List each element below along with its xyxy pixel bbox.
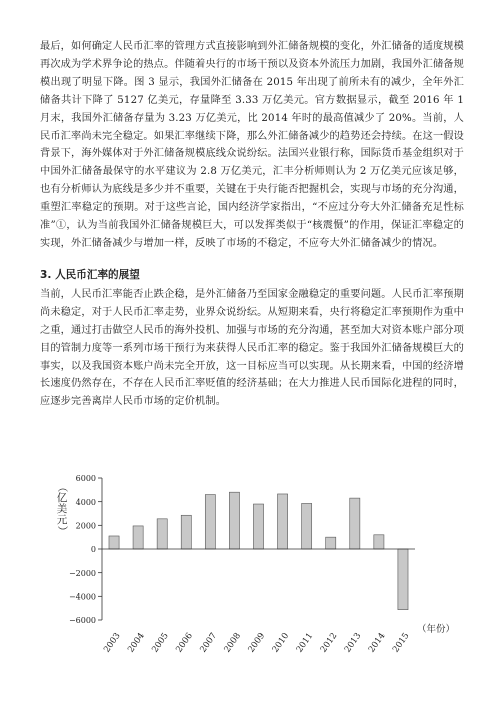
- y-axis-title-char: （: [56, 481, 68, 493]
- y-axis-title-char: 亿: [56, 492, 68, 504]
- y-axis-title-char: 美: [56, 503, 68, 515]
- bar-2012: [326, 537, 336, 549]
- y-axis-title-char: ）: [56, 525, 68, 537]
- bars-group: [109, 492, 408, 609]
- x-tick-label: 2007: [198, 631, 220, 655]
- bar-2015: [398, 549, 408, 610]
- x-tick-label: 2003: [102, 631, 123, 655]
- y-axis-title-char: 元: [56, 514, 68, 526]
- section-heading: 3. 人民币汇率的展望: [40, 268, 140, 281]
- section-paragraph: 当前，人民币汇率能否止跌企稳，是外汇储备乃至国家金融稳定的重要问题。人民币汇率预期尚未稳定，对于人民币汇率走势，业界众说纷纭。从短期来看，央行将稳定汇率预期作为重中之重，通过打击做空人民币的海外投机、加强与市场的充分沟通，甚至加大对资本账户部分项目的管制力度等一系列市场干预行为来获得人民币汇率的稳定。鉴于我国外汇储备规模巨大的事实，以及我国资本账户尚未完全开放，这一目标应当可以实现。从长期来看，中国的经济增长速度仍然存在，不存在人民币汇率贬值的经济基础；在大力推进人民币国际化进程的同时，应逐步完善离岸人民币市场的定价机制。: [40, 288, 464, 408]
- x-tick-label: 2013: [342, 631, 364, 655]
- bar-2009: [253, 504, 263, 549]
- bar-2006: [181, 515, 191, 549]
- bar-2008: [229, 492, 239, 549]
- y-tick-label: 4000: [75, 497, 96, 507]
- body-paragraph: 最后，如何确定人民币汇率的管理方式直接影响到外汇储备规模的变化，外汇储备的适度规模再次成为学术界争论的热点。伴随着央行的市场干预以及资本外流压力加剧，我国外汇储备规模出现了明显下降。图 3 显示，我国外汇储备在 2015 年出现了前所未有的减少，全年外汇储备共计下降了 5127 亿美元，存量降至 3.33 万亿美元。官方数据显示，截至 2016 年 1 月末，我国外汇储备存量为 3.23 万亿美元，比 2014 年时的最高值减少了 20%。当前，人民币汇率尚未完全稳定。如果汇率继续下降，那么外汇储备减少的趋势还会持续。在这一假设背景下，海外媒体对于外汇储备规模底线众说纷纭。法国兴业银行称，国际货币基金组织对于中国外汇储备最保守的水平建议为 2.8 万亿美元，汇丰分析师则认为 2 万亿美元应该足够，也有分析师认为底线是多少并不重要，关键在于央行能否把握机会，实现与市场的充分沟通，重塑汇率稳定的预期。对于这些言论，国内经济学家指出，“不应过分夸大外汇储备充足性标准”①，认为当前我国外汇储备规模巨大，可以发挥类似于“核震慑”的作用，保证汇率稳定的实现，外汇储备减少与增加一样，反映了市场的不稳定，不应夸大外汇储备减少的情况。: [40, 41, 465, 249]
- document-body: [40, 38, 464, 411]
- x-tick-label: 2011: [294, 631, 316, 655]
- x-tick-label: 2008: [222, 631, 244, 655]
- bar-2003: [109, 536, 119, 549]
- y-tick-label: −4000: [68, 592, 96, 602]
- x-tick-label: 2009: [246, 631, 268, 655]
- x-tick-label: 2014: [366, 631, 388, 655]
- bar-2010: [278, 494, 288, 549]
- x-tick-label: 2006: [174, 631, 195, 655]
- x-axis-ticks: [102, 631, 412, 654]
- y-tick-label: 6000: [75, 474, 96, 484]
- x-tick-label: 2010: [270, 631, 292, 655]
- bar-2011: [302, 503, 312, 549]
- x-tick-label: 2015: [391, 631, 412, 655]
- bar-2014: [374, 535, 384, 549]
- y-tick-label: −6000: [68, 616, 96, 626]
- bar-2013: [350, 498, 360, 549]
- bar-2005: [157, 519, 167, 549]
- x-tick-label: 2005: [150, 631, 171, 655]
- y-axis-ticks: [69, 474, 102, 625]
- bar-chart: [40, 450, 470, 700]
- x-axis-title: （年份）: [417, 624, 456, 635]
- chart-svg: [40, 450, 470, 700]
- y-tick-label: −2000: [68, 568, 96, 578]
- bar-2007: [205, 495, 215, 549]
- y-tick-label: 2000: [75, 521, 96, 531]
- x-tick-label: 2004: [126, 631, 147, 655]
- bar-2004: [133, 526, 143, 549]
- y-tick-label: 0: [90, 545, 96, 555]
- y-axis-title: [56, 482, 68, 537]
- x-tick-label: 2012: [318, 631, 340, 655]
